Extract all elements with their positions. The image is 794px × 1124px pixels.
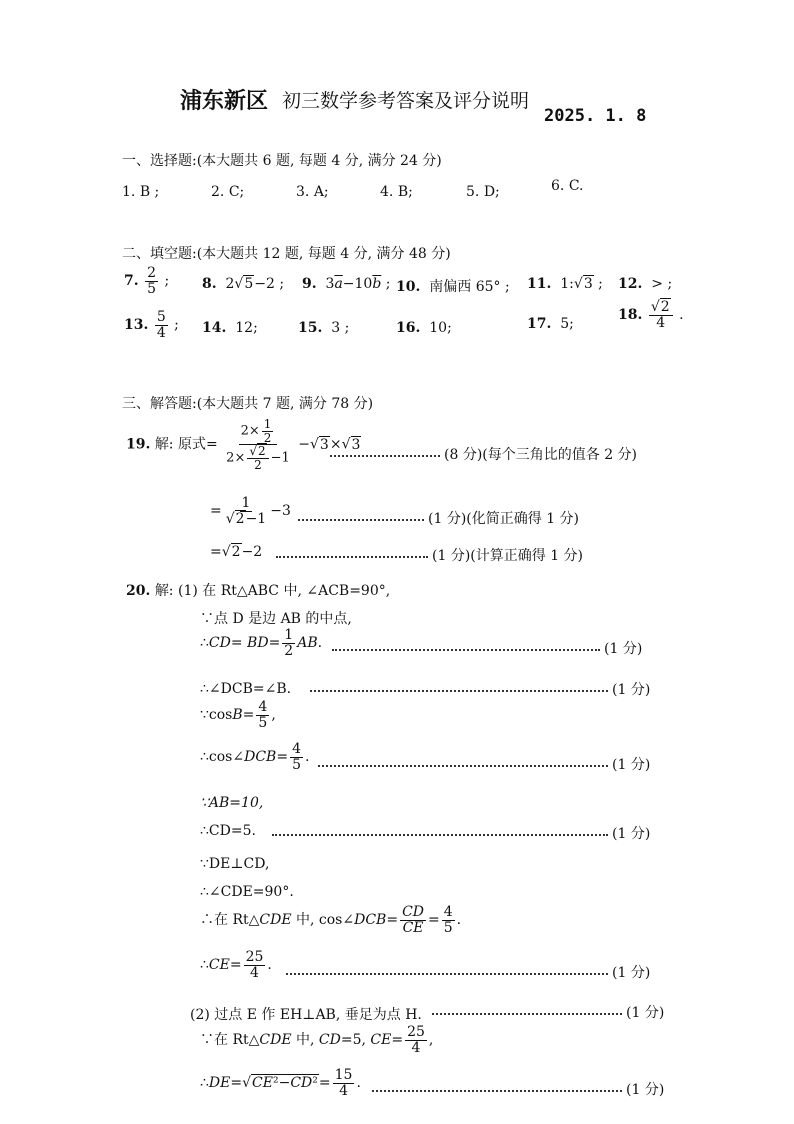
- answer-15: 15. 3 ;: [298, 320, 350, 336]
- answer-num: 16.: [396, 320, 421, 336]
- answer-14: 14. 12;: [202, 320, 258, 336]
- document-title: 初三数学参考答案及评分说明: [282, 90, 530, 112]
- q20-points: (1 分): [612, 757, 651, 773]
- q20-intro-text: 解: (1) 在 Rt△ABC 中, ∠ACB=90°,: [154, 583, 391, 599]
- answer-4: [380, 184, 413, 200]
- leader-dots: [298, 519, 424, 521]
- answer-num: 17.: [527, 316, 552, 332]
- answer-5: [466, 184, 500, 200]
- district-title: 浦东新区: [180, 88, 269, 114]
- section2-heading: 二、填空题:(本大题共 12 题, 每题 4 分, 满分 48 分): [122, 246, 451, 262]
- q20-step-ab: ∵AB=10,: [200, 795, 264, 811]
- q20-step-midpoint: ∵点 D 是边 AB 的中点,: [200, 611, 352, 627]
- q19-jie: 解: 原式=: [154, 436, 218, 453]
- answer-num: 11.: [527, 276, 552, 292]
- q20-step-cos-cde: ∴在 Rt△CDE 中, cos∠DCB= $\frac{CD}{CE}$ = $\frac{4}{5}$ .: [200, 904, 462, 936]
- q19-points-1: (8 分)(每个三角比的值各 2 分): [444, 447, 638, 463]
- answer-num: 3.: [296, 184, 310, 200]
- q20-points: (1 分): [612, 682, 651, 698]
- q20-step-cos-dcb: ∴cos∠DCB= $\frac{4}{5}$ .: [200, 741, 310, 773]
- section3-heading: 三、解答题:(本大题共 7 题, 满分 78 分): [122, 396, 374, 412]
- q19-points-3: (1 分)(计算正确得 1 分): [432, 548, 584, 564]
- question-number: 19.: [126, 436, 151, 453]
- answer-val: C;: [228, 184, 245, 200]
- q20-points: (1 分): [626, 1005, 665, 1021]
- leader-dots: [310, 690, 608, 692]
- q20-intro: [126, 580, 390, 600]
- q20-step-given: ∵在 Rt△CDE 中, CD=5, CE= $\frac{25}{4}$ ,: [200, 1024, 434, 1056]
- answer-num: 14.: [202, 320, 227, 336]
- answer-13: 13. $\frac{5}{4}$ ;: [124, 309, 179, 341]
- answer-6: [551, 178, 583, 194]
- answer-num: 4.: [380, 184, 394, 200]
- q19-points-2: (1 分)(化简正确得 1 分): [428, 511, 580, 527]
- answer-3: [296, 184, 329, 200]
- answer-val: D;: [483, 184, 500, 200]
- q20-step-angle: ∴∠DCB=∠B.: [200, 681, 292, 697]
- document-date: 2025. 1. 8: [544, 106, 647, 126]
- q19-line1: 19. 解: 原式= 2× $\frac{1}{2}$ 2× $\frac{√2}{2}$ −1 −√3×√3: [126, 417, 361, 472]
- q20-step-de: ∴DE=√CE²−CD²= $\frac{15}{4}$ .: [200, 1067, 361, 1099]
- answer-val: A;: [313, 184, 329, 200]
- answer-num: 1.: [122, 184, 136, 200]
- q20-part2-construction: (2) 过点 E 作 EH⊥AB, 垂足为点 H.: [190, 1007, 422, 1023]
- q20-step-cd-bd: ∴CD= BD= $\frac{1}{2}$ AB.: [200, 627, 323, 659]
- q20-points: (1 分): [604, 641, 643, 657]
- answer-num: 13.: [124, 317, 149, 334]
- q20-step-cd: ∴CD=5.: [200, 823, 256, 839]
- q19-line3: =√2−2: [210, 544, 263, 560]
- answer-num: 8.: [202, 276, 217, 292]
- answer-val: B;: [397, 184, 413, 200]
- answer-1: [122, 184, 159, 200]
- q19-line2: = $\frac{1}{√2-1}$ −3: [210, 495, 291, 527]
- answer-num: 10.: [396, 279, 421, 295]
- answer-9: 9. $3\overline{a}-10\overline{b}$ ;: [302, 276, 391, 292]
- q20-points: (1 分): [612, 826, 651, 842]
- answer-num: 2.: [211, 184, 225, 200]
- answer-8: 8. 2√5−2 ;: [202, 276, 285, 292]
- leader-dots: [286, 973, 608, 975]
- answer-val: C.: [568, 178, 584, 194]
- q20-points: (1 分): [612, 965, 651, 981]
- q20-step-cosb: ∵cosB= $\frac{4}{5}$ ,: [200, 699, 276, 731]
- leader-dots: [330, 455, 440, 457]
- answer-7: 7. $\frac{2}{5}$ ;: [124, 265, 170, 297]
- q20-step-ce: ∴CE= $\frac{25}{4}$ .: [200, 949, 272, 981]
- answer-num: 9.: [302, 276, 317, 292]
- answer-num: 15.: [298, 320, 323, 336]
- answer-num: 7.: [124, 273, 139, 290]
- leader-dots: [432, 1013, 622, 1015]
- q20-step-perp: ∵DE⊥CD,: [200, 856, 270, 872]
- q20-step-cde: ∴∠CDE=90°.: [200, 884, 294, 900]
- answer-num: 6.: [551, 178, 565, 194]
- answer-12: 12. > ;: [618, 276, 673, 292]
- leader-dots: [276, 556, 428, 558]
- answer-val: B ;: [139, 184, 160, 200]
- question-number: 20.: [126, 583, 151, 599]
- leader-dots: [272, 834, 608, 836]
- answer-11: 11. 1:√3 ;: [527, 276, 603, 292]
- leader-dots: [332, 649, 600, 651]
- answer-num: 18.: [618, 307, 643, 324]
- answer-18: 18. $\frac{√2}{4}$ .: [618, 299, 684, 331]
- section1-heading: 一、选择题:(本大题共 6 题, 每题 4 分, 满分 24 分): [122, 153, 442, 169]
- q20-points: (1 分): [626, 1082, 665, 1098]
- answer-10: 10. 南偏西 65° ;: [396, 279, 510, 295]
- answer-17: 17. 5;: [527, 316, 574, 332]
- answer-num: 5.: [466, 184, 480, 200]
- answer-16: 16. 10;: [396, 320, 452, 336]
- answer-num: 12.: [618, 276, 643, 292]
- leader-dots: [318, 765, 608, 767]
- leader-dots: [372, 1090, 622, 1092]
- answer-2: [211, 184, 244, 200]
